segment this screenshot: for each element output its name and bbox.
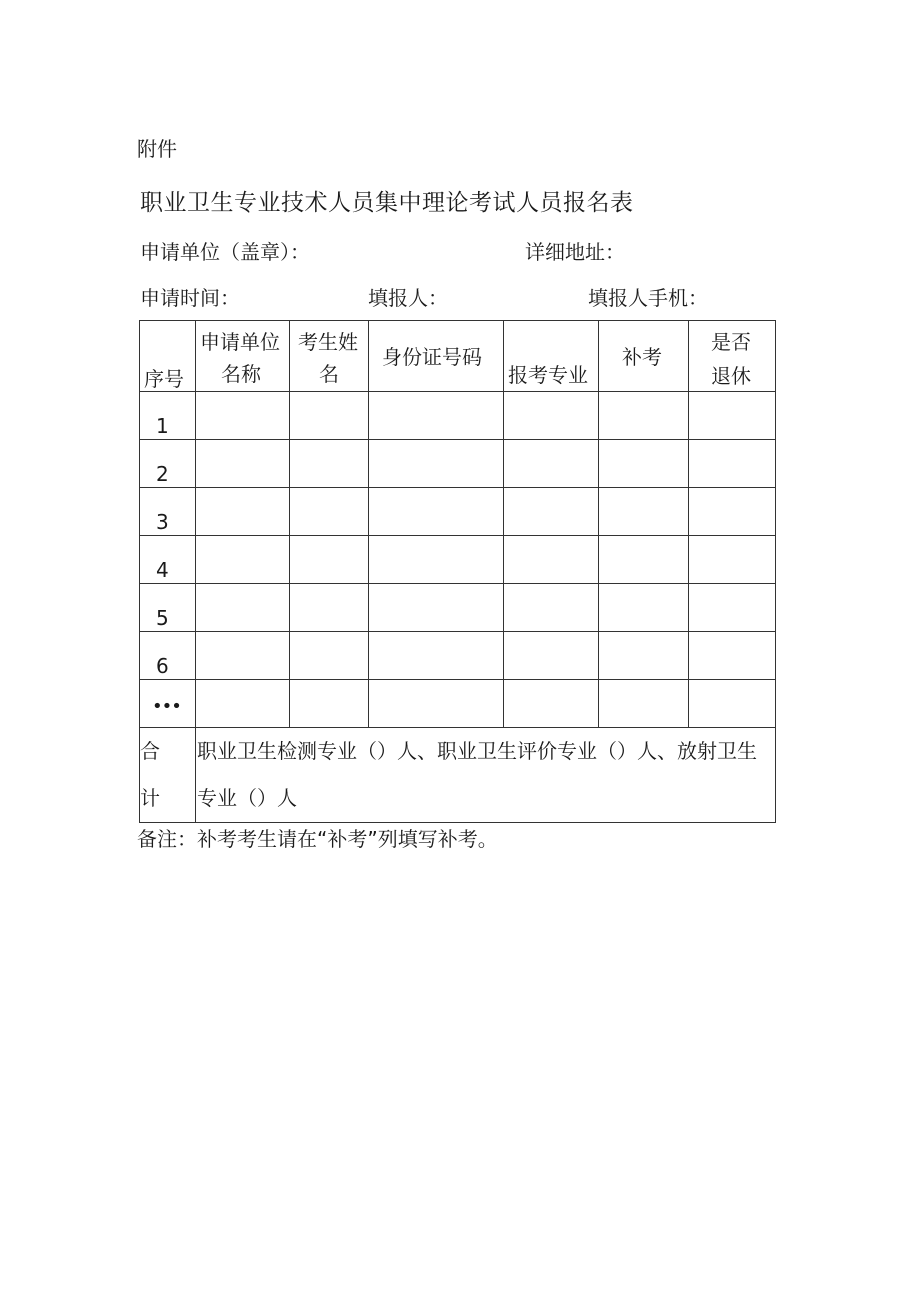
cell-unit[interactable] — [196, 440, 290, 488]
table-row — [140, 392, 776, 440]
cell-makeup[interactable] — [599, 440, 689, 488]
header-seq: 序号 — [140, 321, 196, 392]
cell-retired[interactable] — [689, 632, 776, 680]
row-number: 6 — [140, 632, 196, 680]
cell-retired[interactable] — [689, 440, 776, 488]
row-number: 1 — [140, 392, 196, 440]
cell-retired[interactable] — [689, 680, 776, 728]
cell-retired[interactable] — [689, 488, 776, 536]
cell-id[interactable] — [369, 440, 504, 488]
cell-unit[interactable] — [196, 584, 290, 632]
cell-major[interactable] — [504, 584, 599, 632]
cell-unit[interactable] — [196, 680, 290, 728]
table-header-row — [140, 321, 776, 392]
row-number: 4 — [140, 536, 196, 584]
cell-major[interactable] — [504, 440, 599, 488]
row-number: 3 — [140, 488, 196, 536]
application-date-field: 申请时间： — [140, 286, 240, 310]
cell-makeup[interactable] — [599, 680, 689, 728]
header-candidate-name: 考生姓 名 — [290, 321, 369, 392]
registration-table — [139, 320, 776, 823]
cell-id[interactable] — [369, 488, 504, 536]
cell-id[interactable] — [369, 536, 504, 584]
cell-major[interactable] — [504, 392, 599, 440]
total-summary: 职业卫生检测专业（）人、职业卫生评价专业（）人、放射卫生专业（）人 — [196, 728, 776, 823]
cell-id[interactable] — [369, 584, 504, 632]
cell-major[interactable] — [504, 680, 599, 728]
cell-unit[interactable] — [196, 536, 290, 584]
cell-major[interactable] — [504, 632, 599, 680]
note: 备注：补考考生请在“补考”列填写补考。 — [137, 827, 498, 851]
row-number: ••• — [140, 680, 196, 728]
cell-retired[interactable] — [689, 392, 776, 440]
cell-name[interactable] — [290, 392, 369, 440]
cell-makeup[interactable] — [599, 392, 689, 440]
cell-name[interactable] — [290, 584, 369, 632]
cell-major[interactable] — [504, 536, 599, 584]
header-retired: 是否 退休 — [689, 321, 776, 392]
header-id-number: 身份证号码 — [369, 321, 504, 392]
cell-major[interactable] — [504, 488, 599, 536]
header-makeup: 补考 — [599, 321, 689, 392]
cell-unit[interactable] — [196, 488, 290, 536]
cell-makeup[interactable] — [599, 536, 689, 584]
cell-name[interactable] — [290, 680, 369, 728]
filler-phone-field: 填报人手机： — [588, 286, 708, 310]
table-row — [140, 680, 776, 728]
total-row — [140, 728, 776, 823]
cell-name[interactable] — [290, 440, 369, 488]
applicant-unit-field: 申请单位（盖章）： — [140, 240, 310, 264]
attachment-label: 附件 — [137, 137, 177, 161]
form-title: 职业卫生专业技术人员集中理论考试人员报名表 — [140, 190, 634, 216]
header-exam-major: 报考专业 — [504, 321, 599, 392]
cell-id[interactable] — [369, 392, 504, 440]
total-label: 合 计 — [140, 728, 196, 823]
cell-id[interactable] — [369, 632, 504, 680]
table-row — [140, 632, 776, 680]
cell-retired[interactable] — [689, 536, 776, 584]
address-field: 详细地址： — [525, 240, 625, 264]
cell-makeup[interactable] — [599, 632, 689, 680]
cell-makeup[interactable] — [599, 488, 689, 536]
cell-retired[interactable] — [689, 584, 776, 632]
cell-id[interactable] — [369, 680, 504, 728]
table-row — [140, 440, 776, 488]
cell-unit[interactable] — [196, 392, 290, 440]
table-row — [140, 488, 776, 536]
cell-makeup[interactable] — [599, 584, 689, 632]
cell-name[interactable] — [290, 536, 369, 584]
cell-name[interactable] — [290, 488, 369, 536]
table-row — [140, 584, 776, 632]
filler-field: 填报人： — [368, 286, 448, 310]
row-number: 2 — [140, 440, 196, 488]
cell-unit[interactable] — [196, 632, 290, 680]
cell-name[interactable] — [290, 632, 369, 680]
table-row — [140, 536, 776, 584]
row-number: 5 — [140, 584, 196, 632]
header-unit-name: 申请单位 名称 — [196, 321, 290, 392]
